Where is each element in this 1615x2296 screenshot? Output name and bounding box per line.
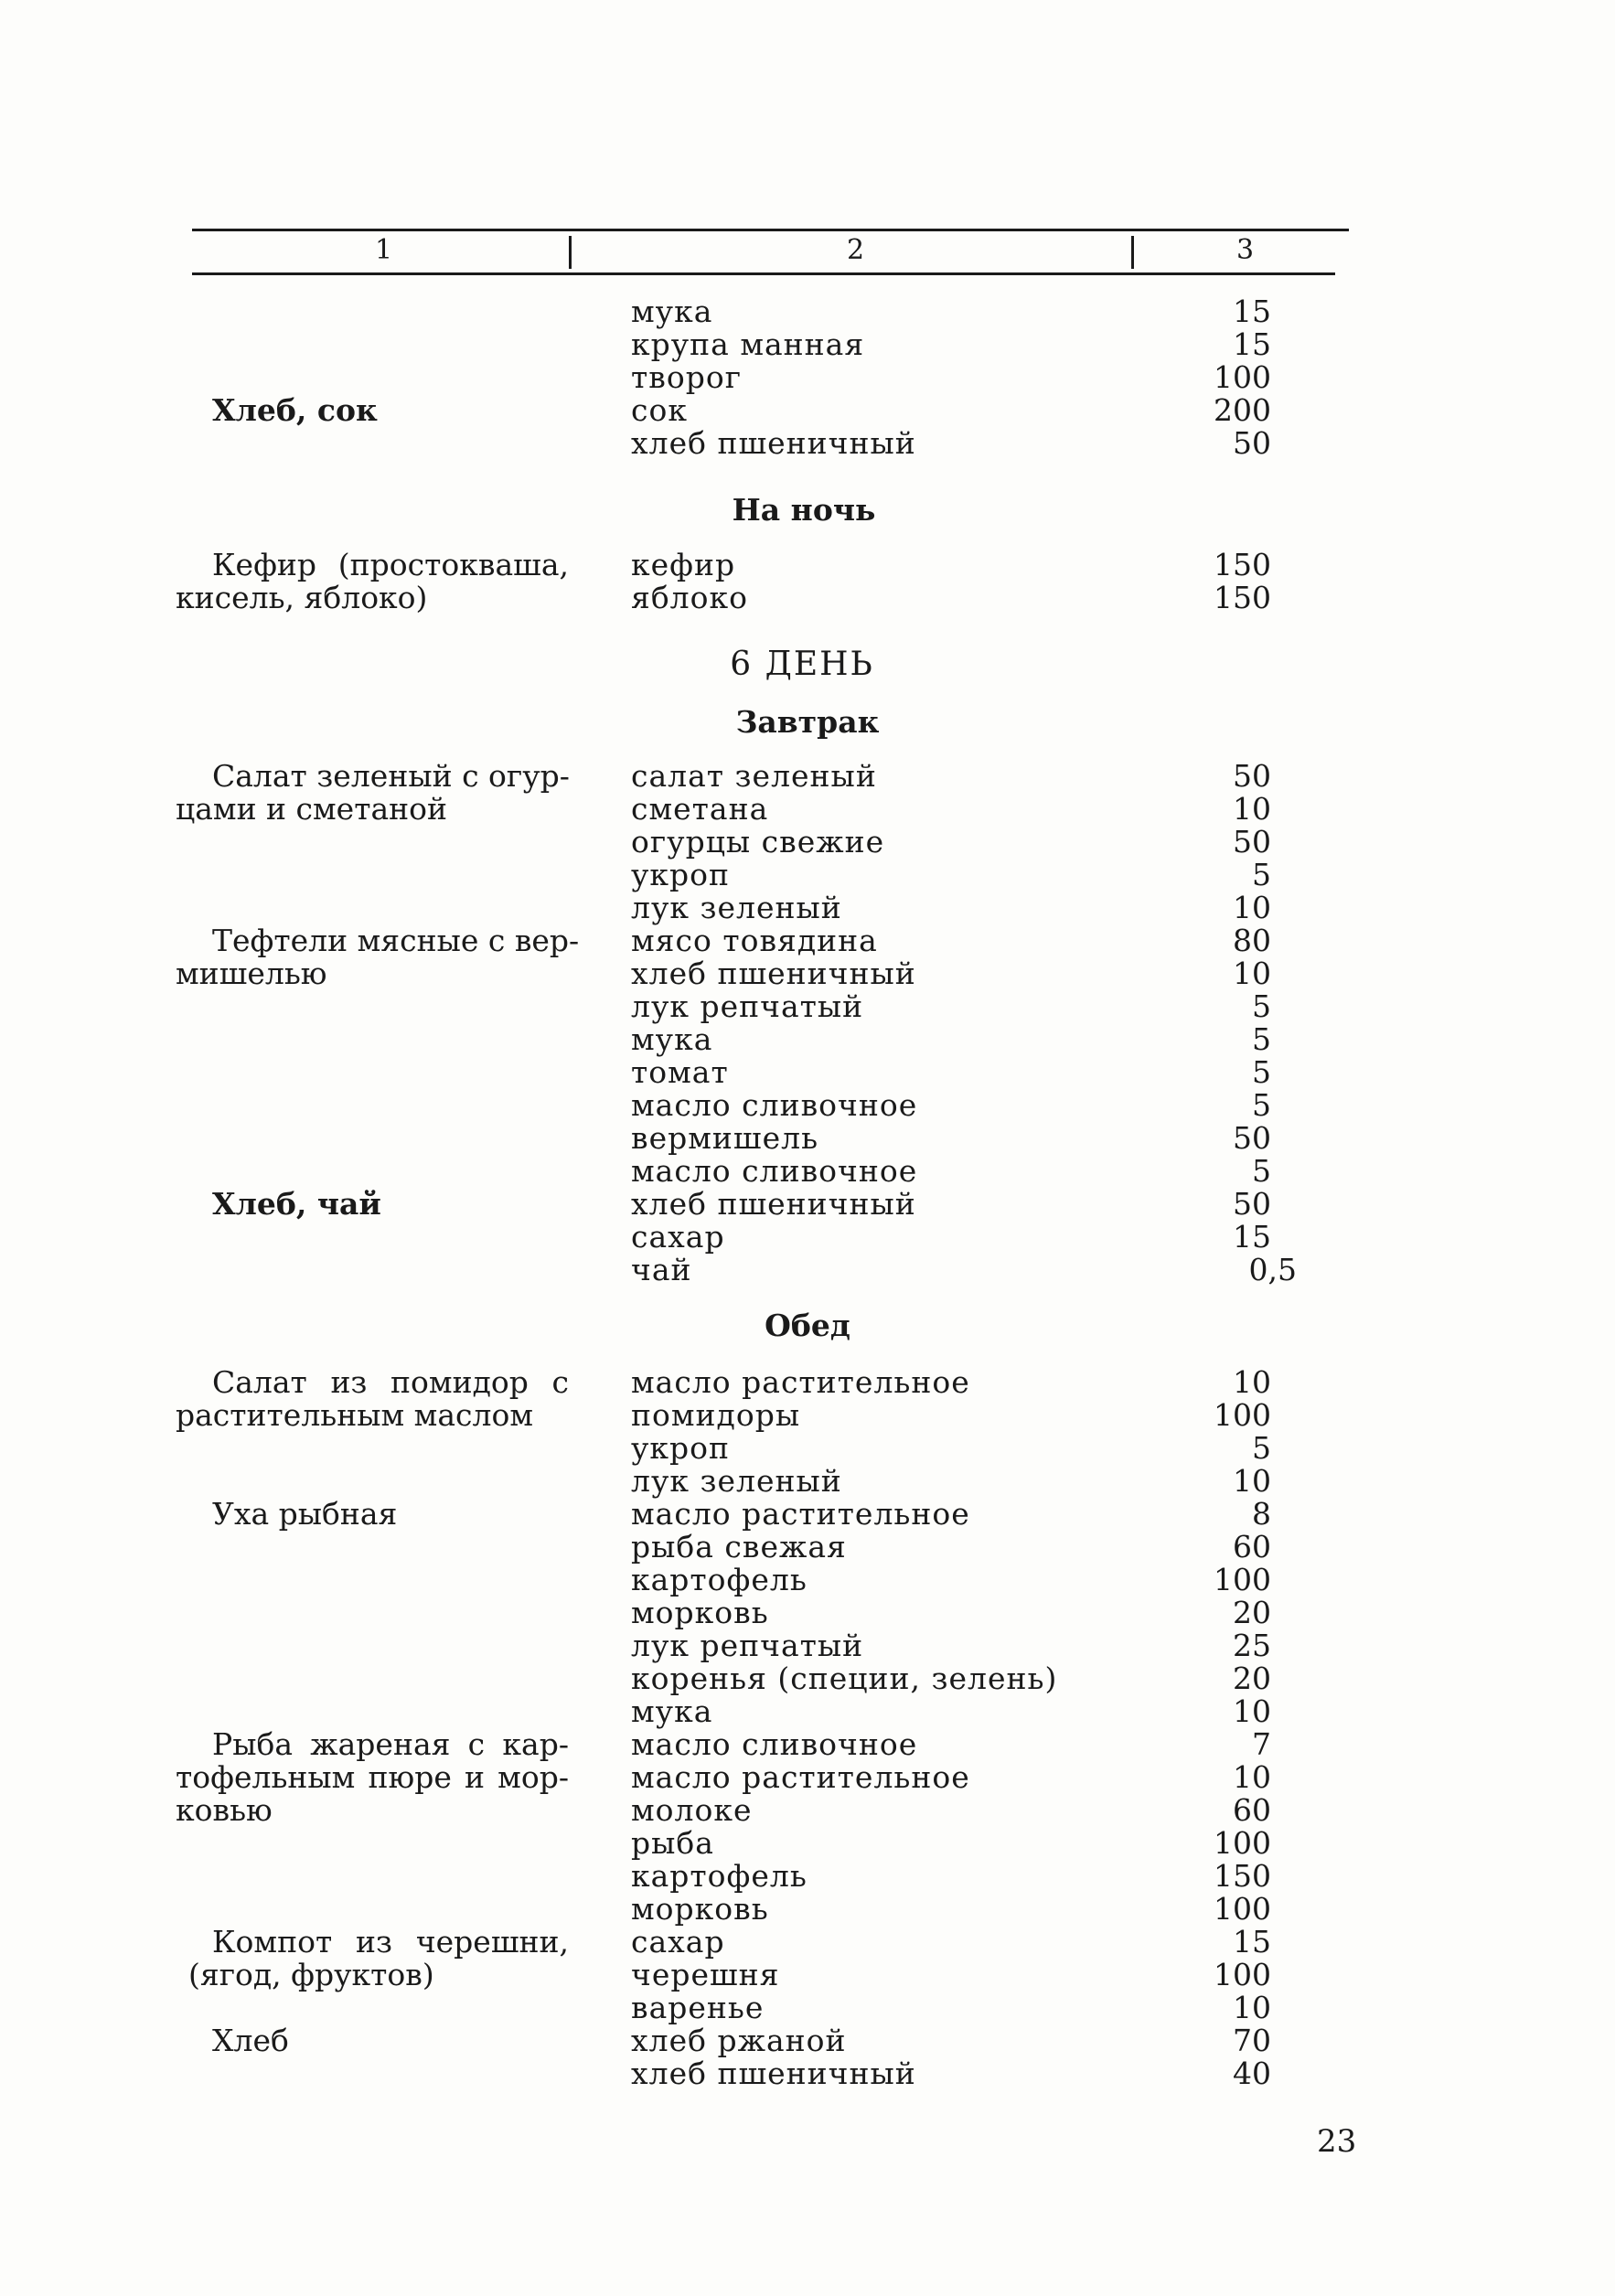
quantity: 50 bbox=[1233, 1120, 1271, 1156]
ingredient: молоке bbox=[631, 1792, 753, 1828]
quantity: 50 bbox=[1233, 824, 1271, 860]
quantity: 0,5 bbox=[1248, 1252, 1297, 1287]
header-top-rule bbox=[192, 229, 1349, 231]
table-row bbox=[0, 1662, 1615, 1695]
quantity: 5 bbox=[1252, 1087, 1271, 1123]
page-number: 23 bbox=[1317, 2123, 1357, 2160]
header-col-2: 2 bbox=[847, 234, 865, 266]
quantity: 5 bbox=[1252, 1054, 1271, 1090]
ingredient: картофель bbox=[631, 1858, 808, 1894]
table-row bbox=[0, 2057, 1615, 2090]
ingredient: мука bbox=[631, 294, 713, 329]
dish-name-cont: тофельным пюре и мор- bbox=[176, 1759, 569, 1795]
ingredient: масло растительное bbox=[631, 1496, 970, 1532]
ingredient: мясо товядина bbox=[631, 923, 878, 958]
ingredient: масло растительное bbox=[631, 1364, 970, 1400]
section-heading-night-text: На ночь bbox=[732, 492, 876, 528]
table-row bbox=[0, 859, 1615, 892]
dish-name-cont: кисель, яблоко) bbox=[176, 580, 428, 615]
quantity: 5 bbox=[1252, 1153, 1271, 1189]
quantity: 20 bbox=[1233, 1595, 1271, 1630]
quantity: 100 bbox=[1214, 1397, 1271, 1433]
header-bottom-rule bbox=[192, 272, 1335, 275]
header-col-3: 3 bbox=[1236, 234, 1255, 266]
quantity: 20 bbox=[1233, 1661, 1271, 1696]
dish-name: Салат из помидор с bbox=[212, 1364, 569, 1400]
dish-name: Рыба жареная с кар- bbox=[212, 1726, 569, 1762]
quantity: 150 bbox=[1214, 547, 1271, 582]
table-row bbox=[0, 1498, 1615, 1531]
table-row bbox=[0, 1465, 1615, 1498]
table-row bbox=[0, 1531, 1615, 1564]
table-row bbox=[0, 826, 1615, 859]
quantity: 10 bbox=[1233, 890, 1271, 925]
dish-name: Хлеб, чай bbox=[212, 1186, 381, 1222]
header-divider-1 bbox=[569, 236, 572, 269]
quantity: 50 bbox=[1233, 1186, 1271, 1222]
quantity: 15 bbox=[1233, 1924, 1271, 1960]
table-row bbox=[0, 1023, 1615, 1056]
table-row bbox=[0, 793, 1615, 826]
ingredient: лук репчатый bbox=[631, 1628, 864, 1663]
table-row bbox=[0, 924, 1615, 957]
quantity: 7 bbox=[1252, 1726, 1271, 1762]
dish-name: Компот из черешни, bbox=[212, 1924, 569, 1960]
ingredient: хлеб пшеничный bbox=[631, 425, 916, 461]
dish-name: Кефир (простокваша, bbox=[212, 547, 569, 582]
section-heading-breakfast bbox=[0, 704, 1615, 740]
section-heading-breakfast-text: Завтрак bbox=[735, 704, 880, 740]
quantity: 70 bbox=[1233, 2023, 1271, 2058]
table-row bbox=[0, 760, 1615, 793]
ingredient: крупа манная bbox=[631, 326, 865, 362]
ingredient: сахар bbox=[631, 1219, 725, 1255]
quantity: 50 bbox=[1233, 758, 1271, 794]
ingredient: хлеб пшеничный bbox=[631, 956, 916, 991]
section-heading-night bbox=[0, 492, 1615, 528]
dish-name: Хлеб, сок bbox=[212, 392, 378, 428]
quantity: 100 bbox=[1214, 359, 1271, 395]
quantity: 5 bbox=[1252, 857, 1271, 892]
quantity: 150 bbox=[1214, 580, 1271, 615]
quantity: 10 bbox=[1233, 791, 1271, 827]
ingredient: кефир bbox=[631, 547, 736, 582]
dish-name-cont: цами и сметаной bbox=[176, 791, 447, 827]
quantity: 60 bbox=[1233, 1792, 1271, 1828]
table-row bbox=[0, 990, 1615, 1023]
table-row bbox=[0, 1366, 1615, 1399]
table-row bbox=[0, 549, 1615, 582]
table-row bbox=[0, 361, 1615, 394]
ingredient: морковь bbox=[631, 1891, 769, 1927]
quantity: 5 bbox=[1252, 988, 1271, 1024]
table-row bbox=[0, 1122, 1615, 1155]
day-title-text: 6 ДЕНЬ bbox=[730, 646, 874, 683]
quantity: 60 bbox=[1233, 1529, 1271, 1564]
table-row bbox=[0, 2024, 1615, 2057]
ingredient: хлеб ржаной bbox=[631, 2023, 847, 2058]
ingredient: варенье bbox=[631, 1990, 765, 2025]
table-row bbox=[0, 1221, 1615, 1254]
ingredient: лук зеленый bbox=[631, 1463, 842, 1499]
ingredient: лук репчатый bbox=[631, 988, 864, 1024]
quantity: 150 bbox=[1214, 1858, 1271, 1894]
ingredient: чай bbox=[631, 1252, 692, 1287]
ingredient: рыба bbox=[631, 1825, 714, 1861]
quantity: 8 bbox=[1252, 1496, 1271, 1532]
table-row bbox=[0, 1399, 1615, 1432]
dish-name: Уха рыбная bbox=[212, 1496, 398, 1532]
ingredient: салат зеленый bbox=[631, 758, 877, 794]
ingredient: сахар bbox=[631, 1924, 725, 1960]
ingredient: огурцы свежие bbox=[631, 824, 885, 860]
day-title bbox=[0, 646, 1615, 683]
dish-name-cont: растительным маслом bbox=[176, 1397, 533, 1433]
table-row bbox=[0, 394, 1615, 427]
quantity: 15 bbox=[1233, 1219, 1271, 1255]
ingredient: томат bbox=[631, 1054, 729, 1090]
ingredient: мука bbox=[631, 1693, 713, 1729]
ingredient: морковь bbox=[631, 1595, 769, 1630]
ingredient: сметана bbox=[631, 791, 769, 827]
table-row bbox=[0, 1432, 1615, 1465]
quantity: 10 bbox=[1233, 1364, 1271, 1400]
ingredient: укроп bbox=[631, 1430, 731, 1466]
quantity: 15 bbox=[1233, 326, 1271, 362]
table-row bbox=[0, 295, 1615, 328]
ingredient: рыба свежая bbox=[631, 1529, 847, 1564]
section-heading-lunch-text: Обед bbox=[765, 1308, 850, 1343]
table-row bbox=[0, 1893, 1615, 1926]
table-row bbox=[0, 1564, 1615, 1597]
dish-name: Салат зеленый с огур- bbox=[212, 758, 570, 794]
ingredient: масло сливочное bbox=[631, 1153, 918, 1189]
ingredient: яблоко bbox=[631, 580, 749, 615]
table-row bbox=[0, 427, 1615, 460]
table-row bbox=[0, 328, 1615, 361]
table-row bbox=[0, 1926, 1615, 1959]
ingredient: укроп bbox=[631, 857, 731, 892]
ingredient: творог bbox=[631, 359, 742, 395]
table-row bbox=[0, 1597, 1615, 1629]
ingredient: картофель bbox=[631, 1562, 808, 1597]
ingredient: коренья (специи, зелень) bbox=[631, 1661, 1058, 1696]
table-row bbox=[0, 1629, 1615, 1662]
table-row bbox=[0, 1827, 1615, 1860]
table-row bbox=[0, 892, 1615, 924]
quantity: 10 bbox=[1233, 956, 1271, 991]
table-row bbox=[0, 1254, 1615, 1287]
quantity: 100 bbox=[1214, 1825, 1271, 1861]
quantity: 10 bbox=[1233, 1693, 1271, 1729]
quantity: 5 bbox=[1252, 1430, 1271, 1466]
table-row bbox=[0, 1959, 1615, 1992]
table-row bbox=[0, 1695, 1615, 1728]
table-row bbox=[0, 1761, 1615, 1794]
ingredient: помидоры bbox=[631, 1397, 801, 1433]
quantity: 200 bbox=[1214, 392, 1271, 428]
ingredient: сок bbox=[631, 392, 688, 428]
dish-name-cont: ковью bbox=[176, 1792, 273, 1828]
quantity: 15 bbox=[1233, 294, 1271, 329]
quantity: 5 bbox=[1252, 1021, 1271, 1057]
section-heading-lunch bbox=[0, 1308, 1615, 1343]
quantity: 40 bbox=[1233, 2056, 1271, 2091]
ingredient: хлеб пшеничный bbox=[631, 2056, 916, 2091]
ingredient: хлеб пшеничный bbox=[631, 1186, 916, 1222]
header-col-1: 1 bbox=[375, 234, 393, 266]
table-row bbox=[0, 582, 1615, 614]
dish-name-cont: (ягод, фруктов) bbox=[188, 1957, 434, 1992]
quantity: 10 bbox=[1233, 1990, 1271, 2025]
ingredient: черешня bbox=[631, 1957, 780, 1992]
quantity: 80 bbox=[1233, 923, 1271, 958]
dish-name-cont: мишелью bbox=[176, 956, 327, 991]
table-row bbox=[0, 1155, 1615, 1188]
table-row bbox=[0, 1089, 1615, 1122]
table-row bbox=[0, 1860, 1615, 1893]
dish-name: Тефтели мясные с вер- bbox=[212, 923, 580, 958]
ingredient: масло сливочное bbox=[631, 1726, 918, 1762]
table-row bbox=[0, 1992, 1615, 2024]
table-row bbox=[0, 1188, 1615, 1221]
dish-name: Хлеб bbox=[212, 2023, 289, 2058]
ingredient: вермишель bbox=[631, 1120, 819, 1156]
ingredient: лук зеленый bbox=[631, 890, 842, 925]
table-row bbox=[0, 1056, 1615, 1089]
quantity: 10 bbox=[1233, 1759, 1271, 1795]
table-row bbox=[0, 1794, 1615, 1827]
quantity: 100 bbox=[1214, 1957, 1271, 1992]
quantity: 25 bbox=[1233, 1628, 1271, 1663]
table-row bbox=[0, 1728, 1615, 1761]
ingredient: мука bbox=[631, 1021, 713, 1057]
table-row bbox=[0, 957, 1615, 990]
header-divider-2 bbox=[1131, 236, 1134, 269]
quantity: 10 bbox=[1233, 1463, 1271, 1499]
ingredient: масло растительное bbox=[631, 1759, 970, 1795]
quantity: 100 bbox=[1214, 1891, 1271, 1927]
quantity: 50 bbox=[1233, 425, 1271, 461]
ingredient: масло сливочное bbox=[631, 1087, 918, 1123]
quantity: 100 bbox=[1214, 1562, 1271, 1597]
